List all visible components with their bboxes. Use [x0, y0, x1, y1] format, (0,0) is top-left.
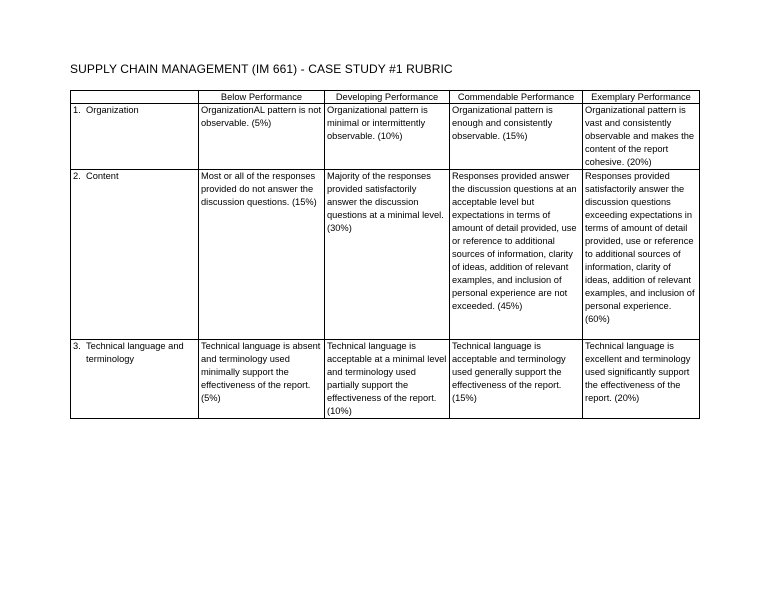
rubric-cell: Responses provided answer the discussion questions at an acceptable level but expectations in terms of amount of detail provided, use or reference to additional sources of information, clarity of ideas, addition of relevant examples, and inclusion of personal experience are not exceeded. (45%) [450, 170, 583, 340]
criterion-label: Technical language and terminology [86, 341, 184, 364]
rubric-cell: Most or all of the responses provided do not answer the discussion questions. (15%) [199, 170, 325, 340]
criterion-cell [71, 104, 199, 170]
criterion-number: 1. [73, 105, 81, 115]
rubric-cell: Organizational pattern is vast and consistently observable and makes the content of the report cohesive. (20%) [583, 104, 700, 170]
criterion-cell [71, 170, 199, 340]
criterion-number: 3. [73, 341, 81, 351]
criterion-label: Content [86, 171, 119, 181]
rubric-cell: Technical language is excellent and terminology used significantly support the effectiveness of the report. (20%) [583, 340, 700, 419]
rubric-cell: Technical language is acceptable at a minimal level and terminology used partially support the effectiveness of the report. (10%) [325, 340, 450, 419]
rubric-table [70, 90, 700, 419]
table-row [71, 340, 700, 419]
table-row [71, 170, 700, 340]
table-row [71, 104, 700, 170]
document-title: SUPPLY CHAIN MANAGEMENT (IM 661) - CASE STUDY #1 RUBRIC [70, 62, 453, 76]
header-cell-commendable: Commendable Performance [450, 91, 583, 104]
rubric-cell: Organizational pattern is minimal or intermittently observable. (10%) [325, 104, 450, 170]
rubric-cell: Technical language is acceptable and terminology used generally support the effectiveness of the report. (15%) [450, 340, 583, 419]
header-cell-below: Below Performance [199, 91, 325, 104]
header-cell-criteria [71, 91, 199, 104]
header-cell-developing: Developing Performance [325, 91, 450, 104]
rubric-cell: Technical language is absent and terminology used minimally support the effectiveness of the report. (5%) [199, 340, 325, 419]
rubric-cell: Responses provided satisfactorily answer the discussion questions exceeding expectations in terms of amount of detail provided, use or reference to additional sources of information, clarity of ideas, addition of relevant examples, and inclusion of personal experience. (60%) [583, 170, 700, 340]
rubric-cell: OrganizationAL pattern is not observable. (5%) [199, 104, 325, 170]
criterion-cell [71, 340, 199, 419]
rubric-cell: Organizational pattern is enough and consistently observable. (15%) [450, 104, 583, 170]
header-row [71, 91, 700, 104]
header-cell-exemplary: Exemplary Performance [583, 91, 700, 104]
criterion-number: 2. [73, 171, 81, 181]
criterion-label: Organization [86, 105, 139, 115]
rubric-cell: Majority of the responses provided satisfactorily answer the discussion questions at a minimal level. (30%) [325, 170, 450, 340]
